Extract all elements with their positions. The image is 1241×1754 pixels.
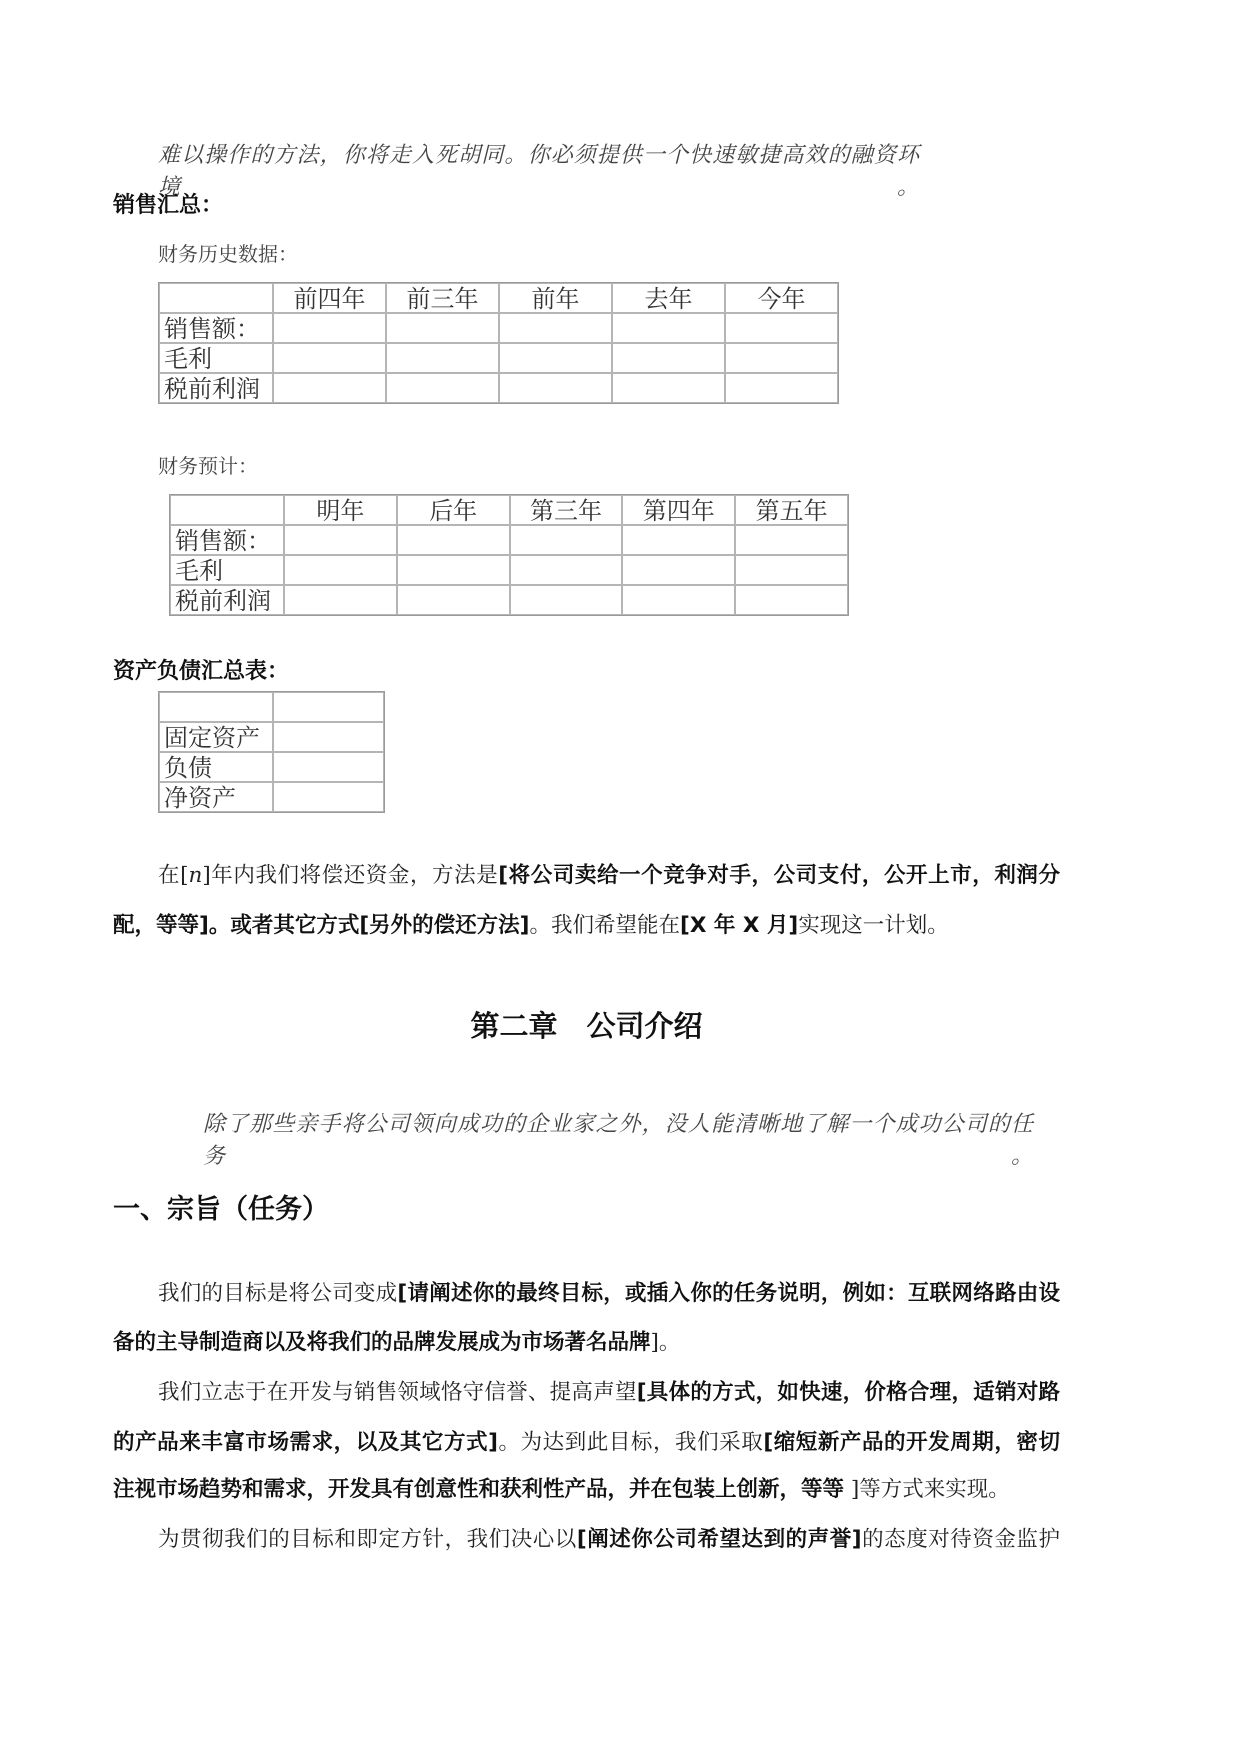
mission-paragraph-3-line-1 — [158, 1524, 1060, 1556]
table-cell — [273, 722, 384, 752]
body-text: 的态度对待资金监护 — [861, 1527, 1060, 1552]
body-text: 为贯彻我们的目标和即定方针，我们决心以 — [158, 1527, 577, 1552]
repayment-line-2 — [113, 910, 949, 942]
chapter-title: 第二章 公司介绍 — [470, 1009, 703, 1043]
table-cell — [284, 525, 397, 555]
chapter-epigraph: 除了那些亲手将公司领向成功的企业家之外，没人能清晰地了解一个成功公司的任务。 — [203, 1112, 1033, 1169]
mission-paragraph-1-line-2 — [113, 1327, 680, 1359]
table-cell — [397, 585, 510, 615]
table-cell — [622, 525, 735, 555]
placeholder-text: [缩短新产品的开发周期，密切 — [763, 1430, 1060, 1455]
placeholder-text: 注视市场趋势和需求，开发具有创意性和获利性产品，并在包装上创新，等等 — [113, 1477, 845, 1502]
table-cell — [510, 585, 623, 615]
body-text: 我们的目标是将公司变成 — [158, 1281, 398, 1306]
table-column-header: 后年 — [397, 495, 510, 525]
balance-sheet-heading: 资产负债汇总表： — [113, 659, 290, 684]
table-header-row — [159, 283, 838, 313]
repayment-line-1 — [158, 860, 1060, 892]
table-cell — [273, 752, 384, 782]
placeholder-text: 配，等等]。或者其它方式[另外的偿还方法] — [113, 913, 530, 938]
placeholder-text: 的产品来丰富市场需求，以及其它方式] — [113, 1430, 498, 1455]
table-cell — [735, 555, 848, 585]
table-cell — [273, 782, 384, 812]
table-cell — [622, 585, 735, 615]
table-cell — [499, 373, 612, 403]
mission-paragraph-2-line-3 — [113, 1474, 1010, 1506]
sales-summary-heading: 销售汇总： — [113, 193, 224, 218]
body-text: ]。 — [650, 1330, 681, 1355]
table-row-label: 毛利 — [170, 555, 284, 585]
table-row — [159, 752, 384, 782]
table-cell — [612, 313, 725, 343]
table-cell — [273, 343, 386, 373]
table-row — [159, 373, 838, 403]
mission-paragraph-2-line-1 — [158, 1377, 1060, 1409]
table-cell — [725, 343, 838, 373]
table-header-row — [170, 495, 848, 525]
body-text: 在[ — [158, 863, 189, 888]
table-cell — [622, 555, 735, 585]
table-cell — [284, 555, 397, 585]
placeholder-text: [请阐述你的最终目标，或插入你的任务说明，例如：互联网络路由设 — [397, 1281, 1060, 1306]
table-column-header: 第三年 — [510, 495, 623, 525]
placeholder-text: 备的主导制造商以及将我们的品牌发展成为市场著名品牌 — [113, 1330, 651, 1355]
table-row — [159, 343, 838, 373]
table-row-label: 税前利润 — [170, 585, 284, 615]
table-row-label: 净资产 — [159, 782, 273, 812]
table-cell — [735, 525, 848, 555]
mission-paragraph-2-line-2 — [113, 1427, 1060, 1459]
table-row-label: 负债 — [159, 752, 273, 782]
table-row — [159, 782, 384, 812]
table-column-header: 去年 — [612, 283, 725, 313]
table-column-header: 第五年 — [735, 495, 848, 525]
table-corner-cell — [170, 495, 284, 525]
financial-history-table — [158, 282, 839, 404]
body-text: ]等方式来实现。 — [844, 1477, 1010, 1502]
table-cell — [397, 555, 510, 585]
body-text: 。我们希望能在 — [529, 913, 680, 938]
section-title-mission: 一、宗旨（任务） — [113, 1194, 329, 1225]
balance-sheet-table — [158, 691, 385, 813]
financial-forecast-table — [169, 494, 849, 616]
table-cell — [510, 525, 623, 555]
table-cell — [735, 585, 848, 615]
table-cell — [510, 555, 623, 585]
table-column-header: 明年 — [284, 495, 397, 525]
placeholder-text: [将公司卖给一个竞争对手，公司支付，公开上市，利润分 — [498, 863, 1060, 888]
table-cell — [386, 313, 499, 343]
body-text: 实现这一计划。 — [798, 913, 949, 938]
history-table-caption: 财务历史数据： — [158, 242, 298, 266]
table-cell — [499, 313, 612, 343]
placeholder-text: [具体的方式，如快速，价格合理，适销对路 — [636, 1380, 1060, 1405]
body-text: 。为达到此目标，我们采取 — [497, 1430, 764, 1455]
table-cell — [725, 313, 838, 343]
intro-italic-text: 难以操作的方法，你将走入死胡同。你必须提供一个快速敏捷高效的融资环境。 — [158, 143, 919, 200]
placeholder-text: [X 年 X 月] — [680, 913, 799, 938]
body-text: 我们立志于在开发与销售领域恪守信誉、提高声望 — [158, 1380, 637, 1405]
body-text: ]年内我们将偿还资金，方法是 — [202, 863, 499, 888]
table-column-header: 前年 — [499, 283, 612, 313]
table-row — [170, 585, 848, 615]
table-cell — [273, 373, 386, 403]
table-cell — [386, 343, 499, 373]
table-cell — [612, 373, 725, 403]
table-row-label: 税前利润 — [159, 373, 273, 403]
table-cell — [397, 525, 510, 555]
forecast-table-caption: 财务预计： — [158, 454, 258, 478]
table-cell — [499, 343, 612, 373]
table-cell — [273, 313, 386, 343]
table-row — [170, 555, 848, 585]
table-row — [159, 313, 838, 343]
variable-text: n — [188, 863, 203, 888]
table-cell — [612, 343, 725, 373]
mission-paragraph-1-line-1 — [158, 1278, 1060, 1310]
table-cell — [386, 373, 499, 403]
table-column-header: 今年 — [725, 283, 838, 313]
table-header-row — [159, 692, 384, 722]
table-row-label: 毛利 — [159, 343, 273, 373]
table-cell — [273, 692, 384, 722]
table-row — [159, 722, 384, 752]
table-corner-cell — [159, 283, 273, 313]
table-corner-cell — [159, 692, 273, 722]
table-row — [170, 525, 848, 555]
table-row-label: 销售额： — [170, 525, 284, 555]
table-column-header: 前四年 — [273, 283, 386, 313]
table-column-header: 前三年 — [386, 283, 499, 313]
table-column-header: 第四年 — [622, 495, 735, 525]
table-row-label: 固定资产 — [159, 722, 273, 752]
table-cell — [284, 585, 397, 615]
table-row-label: 销售额： — [159, 313, 273, 343]
table-cell — [725, 373, 838, 403]
placeholder-text: [阐述你公司希望达到的声誉] — [576, 1527, 862, 1552]
